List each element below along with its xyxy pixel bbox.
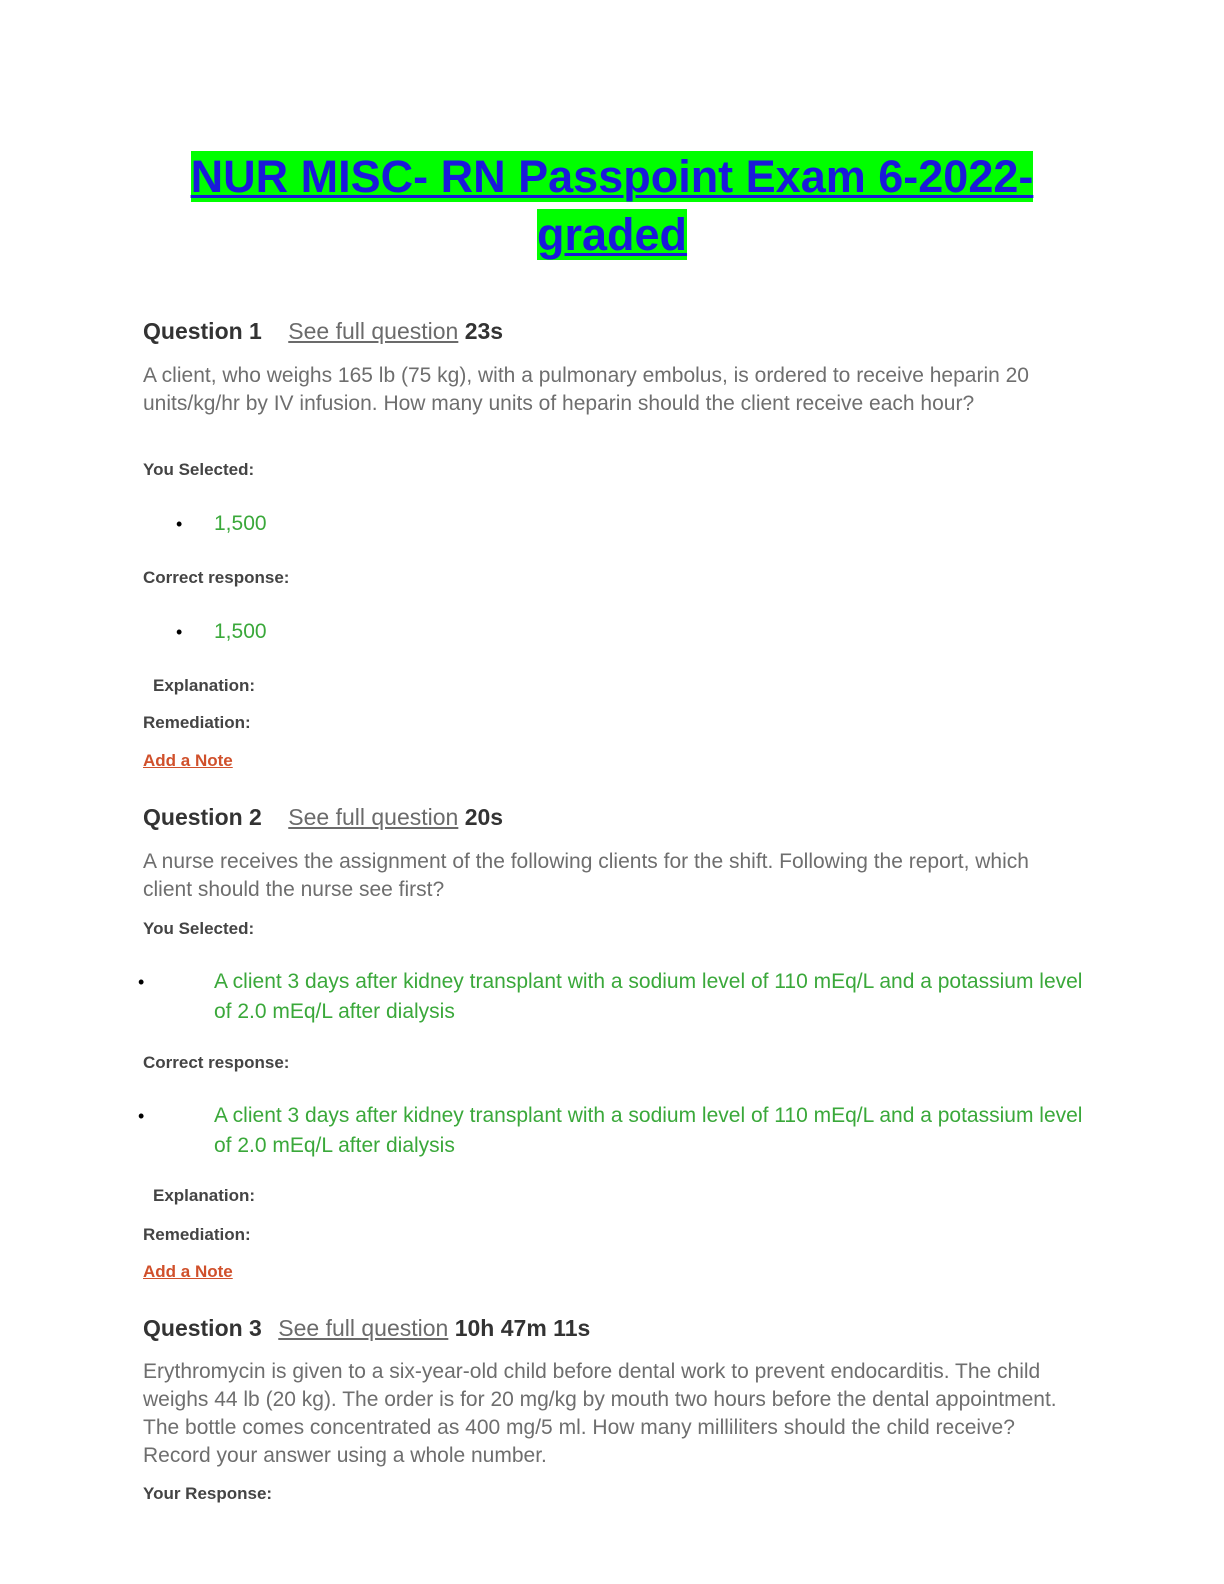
bullet-icon: •: [176, 514, 183, 534]
selected-answer-text: 1,500: [214, 512, 267, 535]
document-title[interactable]: [0, 148, 1224, 264]
correct-answer: [138, 1101, 1094, 1160]
remediation-label: Remediation:: [143, 1225, 251, 1244]
question-1-header: [143, 318, 503, 345]
see-full-question-link[interactable]: See full question: [288, 804, 459, 830]
correct-response-label: Correct response:: [143, 1053, 290, 1072]
correct-answer: [176, 617, 1056, 647]
explanation-label: Explanation:: [153, 1186, 256, 1205]
you-selected-label: You Selected:: [143, 460, 255, 479]
question-time: 23s: [464, 318, 504, 344]
question-label: Question 3: [143, 1315, 262, 1341]
title-link-line2[interactable]: graded: [536, 209, 688, 260]
question-3-header: [143, 1315, 590, 1342]
question-text: A nurse receives the assignment of the following clients for the shift. Following the report, which client should the nurse see first?: [143, 850, 1029, 901]
explanation-label: Explanation:: [153, 676, 256, 695]
see-full-question-link[interactable]: See full question: [288, 318, 459, 344]
bullet-icon: •: [176, 622, 183, 642]
see-full-question-link[interactable]: See full question: [278, 1315, 449, 1341]
correct-answer-text: A client 3 days after kidney transplant with a sodium level of 110 mEq/L and a potassium level of 2.0 mEq/L after dialysis: [214, 1104, 1083, 1157]
question-text: Erythromycin is given to a six-year-old child before dental work to prevent endocarditis. The child weighs 44 lb (20 kg). The order is for 20 mg/kg by mouth two hours before the dental appointment. The bottle comes concentrated as 400 mg/5 ml. How many milliliters should the child receive? Record your answer using a whole number.: [143, 1360, 1057, 1467]
correct-answer-text: 1,500: [214, 620, 267, 643]
add-note-link[interactable]: Add a Note: [143, 751, 233, 770]
question-time: 10h 47m 11s: [454, 1315, 591, 1341]
remediation-label: Remediation:: [143, 713, 251, 732]
question-label: Question 2: [143, 804, 262, 830]
bullet-icon: •: [138, 972, 145, 992]
question-text: A client, who weighs 165 lb (75 kg), with a pulmonary embolus, is ordered to receive heparin 20 units/kg/hr by IV infusion. How many units of heparin should the client receive each hour?: [143, 364, 1029, 415]
selected-answer: [176, 509, 1056, 539]
add-note-link[interactable]: Add a Note: [143, 1262, 233, 1281]
selected-answer-text: A client 3 days after kidney transplant with a sodium level of 110 mEq/L and a potassium level of 2.0 mEq/L after dialysis: [214, 970, 1083, 1023]
question-2-header: [143, 804, 503, 831]
selected-answer: [138, 967, 1094, 1026]
your-response-label: Your Response:: [143, 1484, 273, 1503]
you-selected-label: You Selected:: [143, 919, 255, 938]
title-link-line1[interactable]: NUR MISC- RN Passpoint Exam 6-2022-: [190, 151, 1034, 202]
bullet-icon: •: [138, 1106, 145, 1126]
correct-response-label: Correct response:: [143, 568, 290, 587]
question-time: 20s: [464, 804, 504, 830]
question-label: Question 1: [143, 318, 262, 344]
